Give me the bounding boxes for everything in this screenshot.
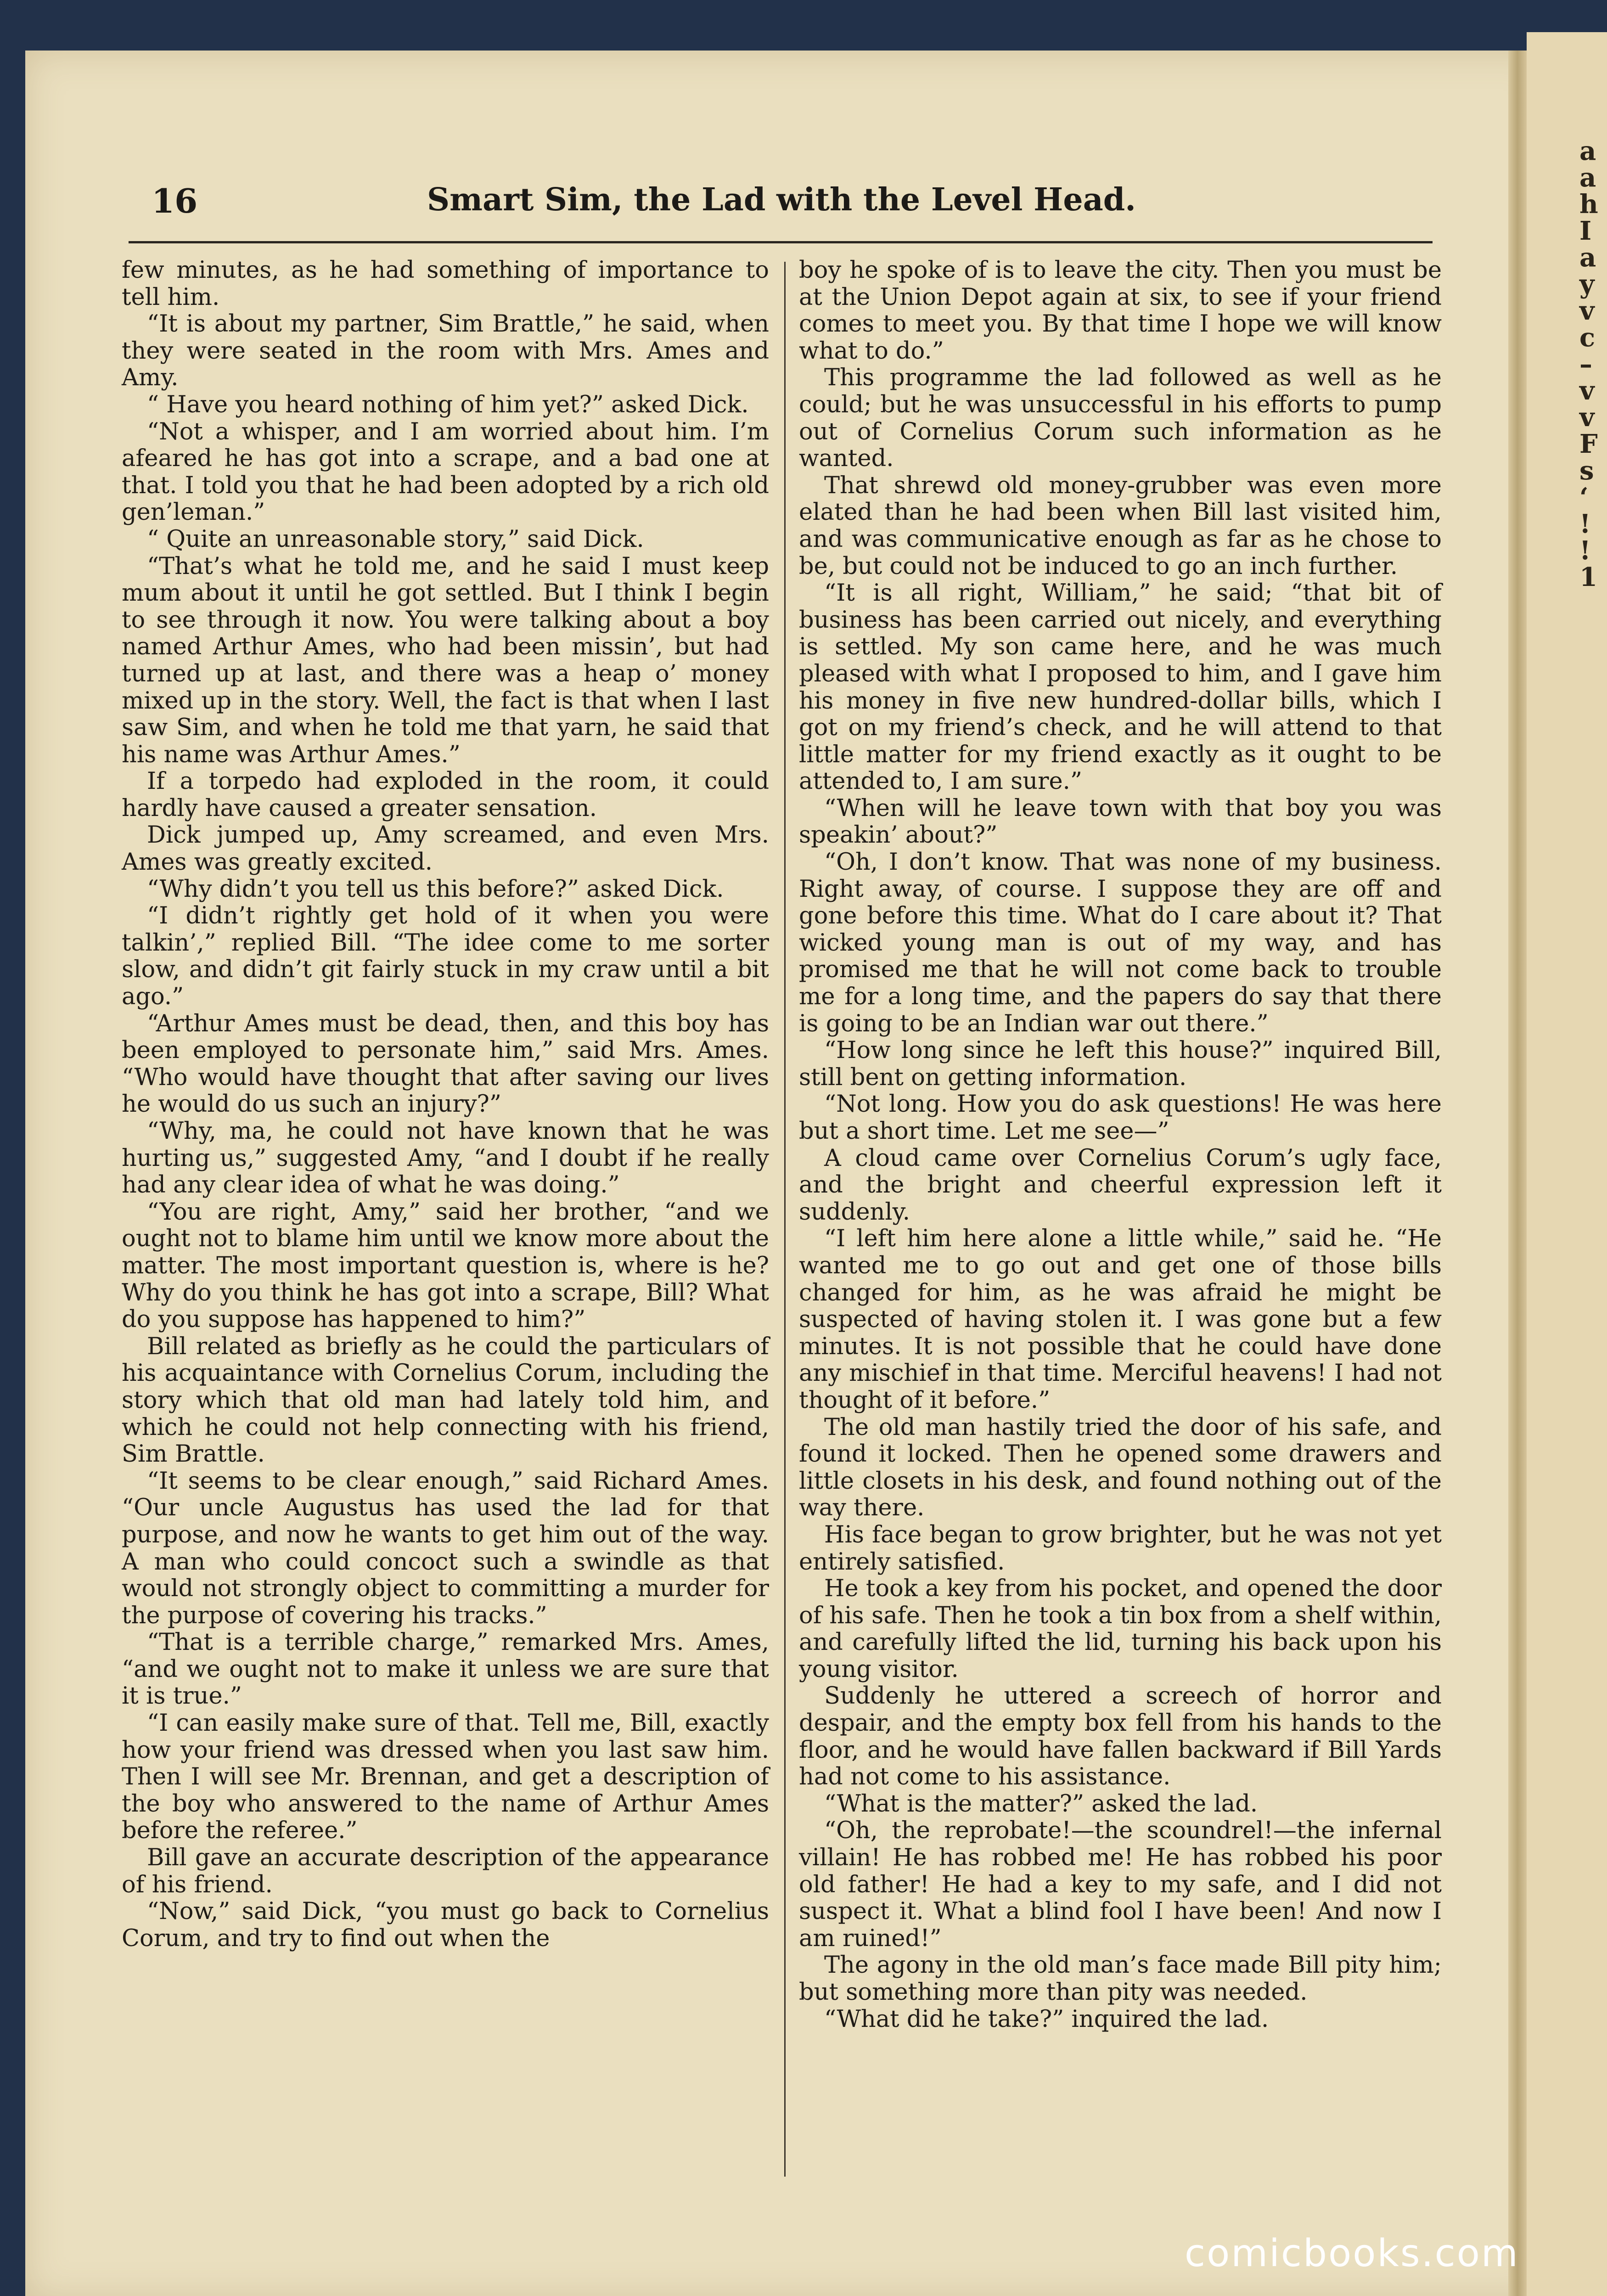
paragraph: The old man hastily tried the door of his safe, and found it locked. Then he opened some drawers and little closets in his desk, and found nothing out of the way there. <box>799 1413 1442 1522</box>
paragraph: “I can easily make sure of that. Tell me, Bill, exactly how your friend was dressed when you last saw him. Then I will see Mr. Brennan, and get a description of the boy who answered to the name of Arthur Ames before the referee.” <box>122 1710 769 1845</box>
paragraph: boy he spoke of is to leave the city. Then you must be at the Union Depot again at six, to see if your friend comes to meet you. By that time I hope we will know what to do.” <box>799 257 1442 365</box>
paragraph: “When will he leave town with that boy you was speakin’ about?” <box>799 794 1442 849</box>
left-column <box>122 257 769 1952</box>
paragraph: “That’s what he told me, and he said I must keep mum about it until he got settled. But I think I begin to see through it now. You were talking about a boy named Arthur Ames, who had been missin’, but had turned up at last, and there was a heap o’ money mixed up in the story. Well, the fact is that when I last saw Sim, and when he told me that yarn, he said that his name was Arthur Ames.” <box>122 552 769 768</box>
page-number: 16 <box>152 181 198 220</box>
paragraph: A cloud came over Cornelius Corum’s ugly face, and the bright and cheerful expression left it suddenly. <box>799 1144 1442 1226</box>
paragraph: “Oh, I don’t know. That was none of my business. Right away, of course. I suppose they are off and gone before this time. What do I care about it? That wicked young man is out of my way, and has promised me that he will not come back to trouble me for a long time, and the papers do say that there is going to be an Indian war out there.” <box>799 849 1442 1037</box>
paragraph: This programme the lad followed as well as he could; but he was unsuccessful in his efforts to pump out of Cornelius Corum such information as he wanted. <box>799 364 1442 473</box>
paragraph: “ Have you heard nothing of him yet?” asked Dick. <box>147 391 749 418</box>
paragraph: “What is the matter?” asked the lad. <box>824 1790 1258 1818</box>
paragraph: Bill related as briefly as he could the particulars of his acquaintance with Cornelius Corum, including the story which that old man had lately told him, and which he could not help connecting with his friend, Sim Brattle. <box>122 1333 769 1468</box>
paragraph: Bill gave an accurate description of the appearance of his friend. <box>122 1844 769 1898</box>
paragraph: The agony in the old man’s face made Bill pity him; but something more than pity was needed. <box>799 1952 1442 2006</box>
watermark: comicbooks.com <box>1185 2232 1519 2275</box>
paragraph: “Why, ma, he could not have known that he was hurting us,” suggested Amy, “and I doubt if he really had any clear idea of what he was doing.” <box>122 1118 769 1199</box>
paragraph: “ Quite an unreasonable story,” said Dick. <box>147 525 644 553</box>
running-head: Smart Sim, the Lad with the Level Head. <box>427 181 1136 218</box>
paragraph: “That is a terrible charge,” remarked Mrs. Ames, “and we ought not to make it unless we are sure that it is true.” <box>122 1629 769 1710</box>
paragraph: His face began to grow brighter, but he was not yet entirely satisfied. <box>799 1521 1442 1576</box>
paragraph: Suddenly he uttered a screech of horror and despair, and the empty box fell from his hands to the floor, and he would have fallen backward if Bill Yards had not come to his assistance. <box>799 1683 1442 1791</box>
paragraph: “Why didn’t you tell us this before?” asked Dick. <box>147 875 724 903</box>
page-fold <box>1508 51 1527 2296</box>
paragraph: “Oh, the reprobate!—the scoundrel!—the infernal villain! He has robbed me! He has robbed his poor old father! He had a key to my safe, and I did not suspect it. What a blind fool I have been! And now I am ruined!” <box>799 1817 1442 1952</box>
paragraph: “I didn’t rightly get hold of it when you were talkin’,” replied Bill. “The idee come to me sorter slow, and didn’t git fairly stuck in my craw until a bit ago.” <box>122 902 769 1011</box>
paragraph: If a torpedo had exploded in the room, it could hardly have caused a greater sensation. <box>122 768 769 822</box>
paragraph: “It is about my partner, Sim Brattle,” he said, when they were seated in the room with Mrs. Ames and Amy. <box>122 310 769 392</box>
paragraph: “I left him here alone a little while,” said he. “He wanted me to go out and get one of those bills changed for him, as he was afraid he might be suspected of having stolen it. I was gone but a few minutes. It is not possible that he could have done any mischief in that time. Merciful heavens! I had not thought of it before.” <box>799 1225 1442 1414</box>
next-page-edge-text: a a h I a y v c – v v F s ‘ ! ! 1 <box>1579 136 1598 592</box>
paragraph: Dick jumped up, Amy screamed, and even Mrs. Ames was greatly excited. <box>122 822 769 876</box>
paragraph: “What did he take?” inquired the lad. <box>824 2005 1269 2033</box>
header-rule <box>129 241 1433 243</box>
column-divider <box>784 262 786 2177</box>
paragraph: “You are right, Amy,” said her brother, “and we ought not to blame him until we know more about the matter. The most important question is, where is he? Why do you think he has got into a scrape, Bill? What do you suppose has happened to him?” <box>122 1198 769 1334</box>
paragraph: few minutes, as he had something of importance to tell him. <box>122 257 769 311</box>
paragraph: “Now,” said Dick, “you must go back to Cornelius Corum, and try to find out when the <box>122 1898 769 1952</box>
right-column <box>799 257 1442 2033</box>
paragraph: “It is all right, William,” he said; “that bit of business has been carried out nicely, and everything is settled. My son came here, and he was much pleased with what I proposed to him, and I gave him his money in five new hundred-dollar bills, which I got on my friend’s check, and he will attend to that little matter for my friend exactly as it ought to be attended to, I am sure.” <box>799 580 1442 795</box>
paragraph: He took a key from his pocket, and opened the door of his safe. Then he took a tin box from a shelf within, and carefully lifted the lid, turning his back upon his young visitor. <box>799 1575 1442 1683</box>
paragraph: “Not a whisper, and I am worried about him. I’m afeared he has got into a scrape, and a bad one at that. I told you that he had been adopted by a rich old gen’leman.” <box>122 418 769 526</box>
paragraph: That shrewd old money-grubber was even more elated than he had been when Bill last visited him, and was communicative enough as far as he chose to be, but could not be induced to go an inch further. <box>799 472 1442 580</box>
paragraph: “How long since he left this house?” inquired Bill, still bent on getting information. <box>799 1037 1442 1091</box>
page-header <box>152 181 1437 223</box>
paragraph: “Arthur Ames must be dead, then, and this boy has been employed to personate him,” said Mrs. Ames. “Who would have thought that after saving our lives he would do us such an injury?” <box>122 1010 769 1118</box>
paragraph: “It seems to be clear enough,” said Richard Ames. “Our uncle Augustus has used the lad for that purpose, and now he wants to get him out of the way. A man who could concoct such a swindle as that would not strongly object to committing a murder for the purpose of covering his tracks.” <box>122 1467 769 1629</box>
paragraph: “Not long. How you do ask questions! He was here but a short time. Let me see—” <box>799 1091 1442 1145</box>
